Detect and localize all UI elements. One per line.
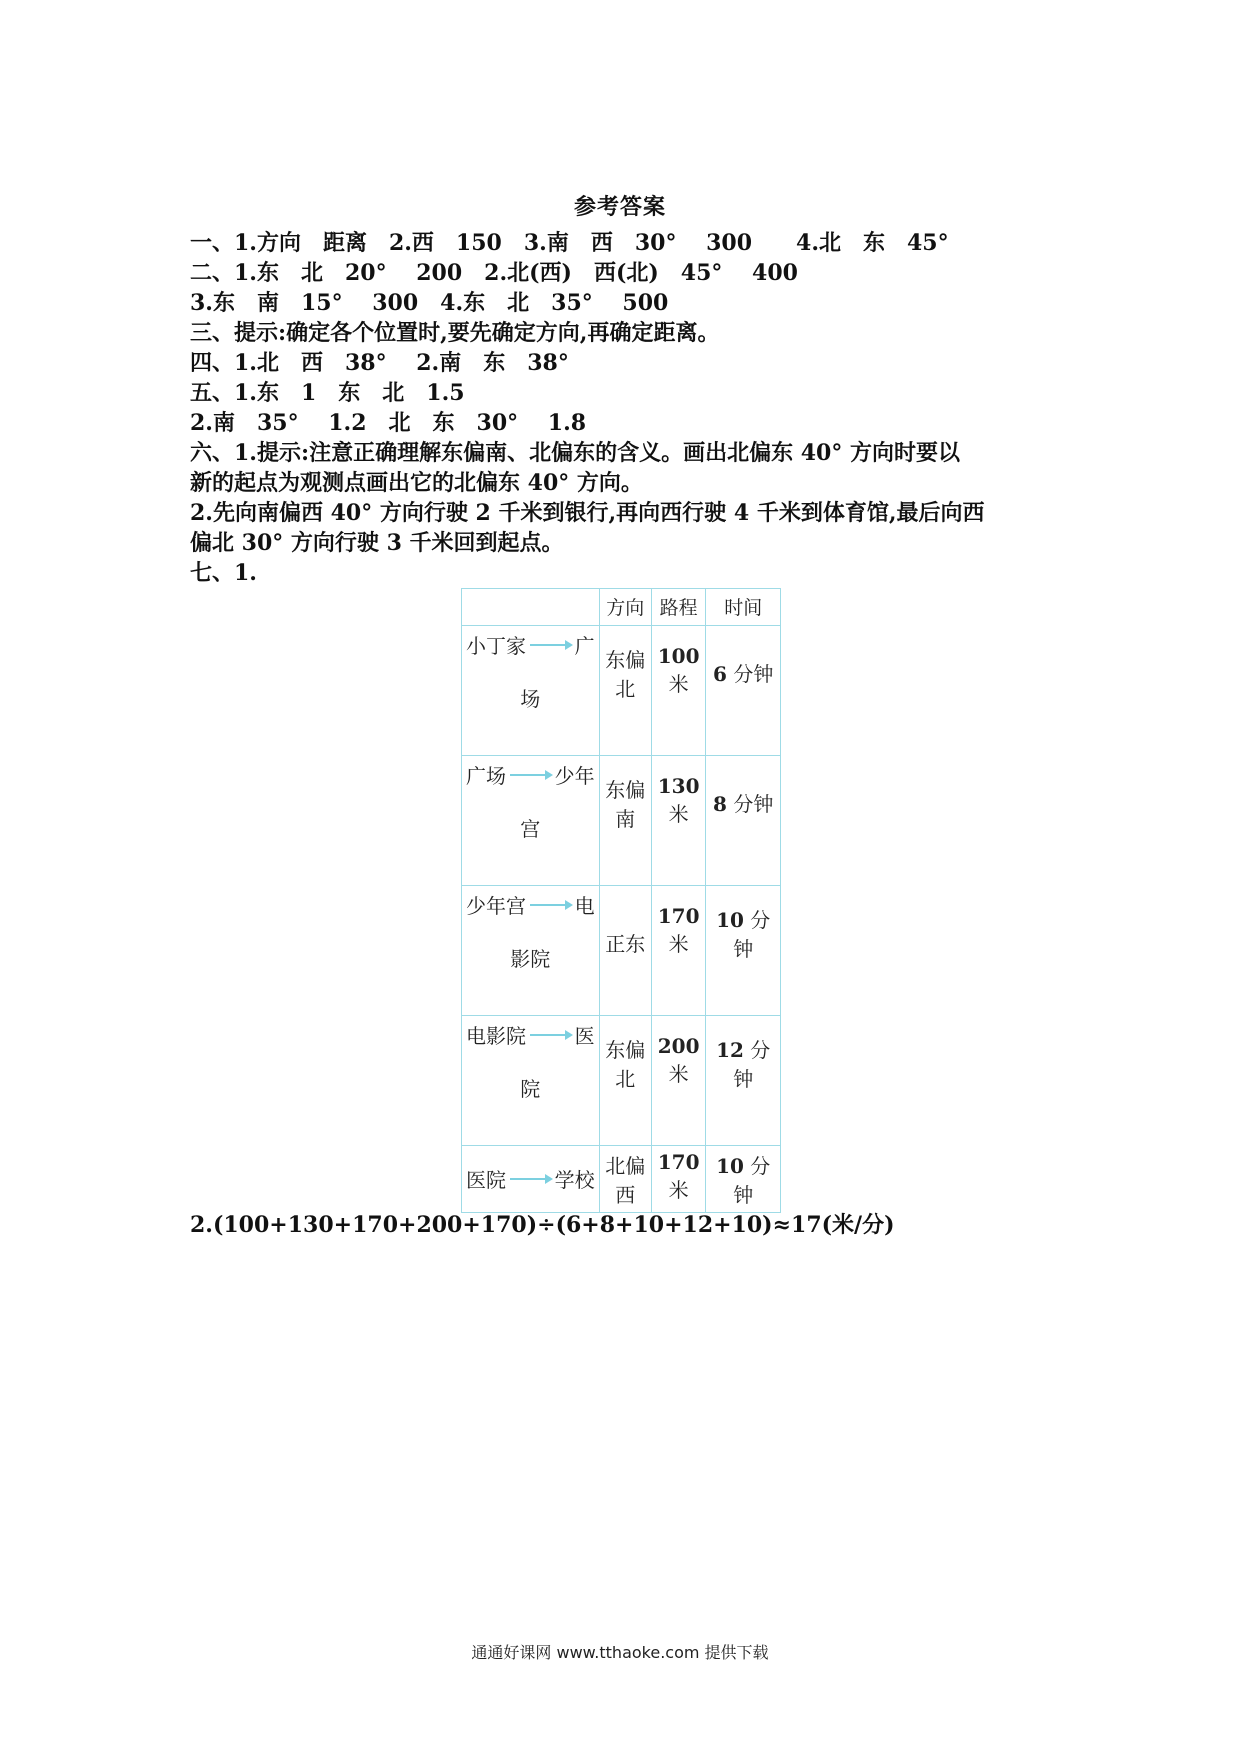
direction-text: 北偏 [605,1154,646,1178]
time-cell [706,1146,781,1213]
time-value: 10 [716,1154,744,1178]
distance-cell [651,626,706,756]
route-cell [462,626,600,756]
route-from: 广场 [466,764,506,788]
direction-text: 东偏 [605,1038,646,1062]
table-header-row [462,589,781,626]
answer-line-13: 2.(100+130+170+200+170)÷(6+8+10+12+10)≈17(米/分) [190,1212,895,1238]
answer-line-12: 七、1. [190,560,257,586]
header-time: 时间 [706,589,781,626]
distance-unit: 米 [668,802,689,826]
route-from: 医院 [466,1168,506,1192]
route-to-tail: 院 [520,1077,541,1101]
route-from: 电影院 [466,1024,526,1048]
table-row [462,1016,781,1146]
distance-unit: 米 [668,932,689,956]
header-direction: 方向 [599,589,651,626]
direction-text-2: 南 [615,807,636,831]
route-table [461,588,781,1213]
page-title: 参考答案 [573,194,666,220]
route-cell [462,886,600,1016]
answer-line-9: 新的起点为观测点画出它的北偏东 40° 方向。 [190,470,643,496]
direction-text: 正东 [605,932,646,956]
direction-text: 东偏 [605,648,646,672]
table-row [462,886,781,1016]
answer-line-2: 二、1.东 北 20° 200 2.北(西) 西(北) 45° 400 [190,260,798,286]
header-distance: 路程 [651,589,706,626]
distance-cell [651,756,706,886]
answer-line-5: 四、1.北 西 38° 2.南 东 38° [190,350,569,376]
time-cell [706,756,781,886]
answer-line-6: 五、1.东 1 东 北 1.5 [190,380,465,406]
distance-cell [651,1016,706,1146]
distance-value: 170 [657,904,700,928]
distance-unit: 米 [668,672,689,696]
footer-text: 通通好课网 www.tthaoke.com 提供下载 [471,1643,769,1662]
direction-cell [599,886,651,1016]
answer-line-3: 3.东 南 15° 300 4.东 北 35° 500 [190,290,669,316]
answer-line-1: 一、1.方向 距离 2.西 150 3.南 西 30° 300 4.北 东 45° [190,230,949,256]
route-cell [462,1016,600,1146]
distance-value: 100 [657,644,700,668]
route-cell [462,1146,600,1213]
header-blank [462,589,600,626]
direction-text-2: 西 [615,1183,636,1207]
time-value: 6 [713,662,727,686]
time-unit-2: 钟 [733,1067,754,1091]
route-to: 广 [574,634,595,658]
direction-text: 东偏 [605,778,646,802]
route-cell [462,756,600,886]
arrow-icon [530,1034,571,1036]
distance-cell [651,1146,706,1213]
answer-line-4: 三、提示:确定各个位置时,要先确定方向,再确定距离。 [190,320,720,346]
answer-line-11: 偏北 30° 方向行驶 3 千米回到起点。 [190,530,564,556]
route-to: 学校 [554,1168,595,1192]
time-unit-2: 钟 [733,1183,754,1207]
table-row [462,756,781,886]
arrow-icon [510,774,551,776]
distance-value: 130 [657,774,700,798]
route-from: 小丁家 [466,634,526,658]
distance-value: 200 [657,1034,700,1058]
route-to-tail: 场 [520,687,541,711]
arrow-icon [510,1178,551,1180]
time-cell [706,626,781,756]
answer-line-7: 2.南 35° 1.2 北 东 30° 1.8 [190,410,587,436]
route-to: 医 [574,1024,595,1048]
direction-cell [599,1016,651,1146]
route-to-tail: 宫 [520,817,541,841]
time-unit: 分钟 [733,662,774,686]
direction-cell [599,626,651,756]
answer-line-8: 六、1.提示:注意正确理解东偏南、北偏东的含义。画出北偏东 40° 方向时要以 [190,440,961,466]
direction-text-2: 北 [615,1067,636,1091]
time-unit: 分 [750,1038,771,1062]
route-from: 少年宫 [466,894,526,918]
time-cell [706,1016,781,1146]
time-unit: 分钟 [733,792,774,816]
time-unit: 分 [750,908,771,932]
answer-line-10: 2.先向南偏西 40° 方向行驶 2 千米到银行,再向西行驶 4 千米到体育馆,最后向西 [190,500,985,526]
direction-text-2: 北 [615,677,636,701]
time-value: 8 [713,792,727,816]
distance-unit: 米 [668,1178,689,1202]
route-to-tail: 影院 [510,947,551,971]
distance-unit: 米 [668,1062,689,1086]
time-value: 10 [716,908,744,932]
time-unit-2: 钟 [733,937,754,961]
route-to: 少年 [554,764,595,788]
distance-value: 170 [657,1150,700,1174]
distance-cell [651,886,706,1016]
time-unit: 分 [750,1154,771,1178]
time-cell [706,886,781,1016]
arrow-icon [530,644,571,646]
time-value: 12 [716,1038,744,1062]
direction-cell [599,756,651,886]
table-row [462,1146,781,1213]
direction-cell [599,1146,651,1213]
route-to: 电 [574,894,595,918]
arrow-icon [530,904,571,906]
table-row [462,626,781,756]
